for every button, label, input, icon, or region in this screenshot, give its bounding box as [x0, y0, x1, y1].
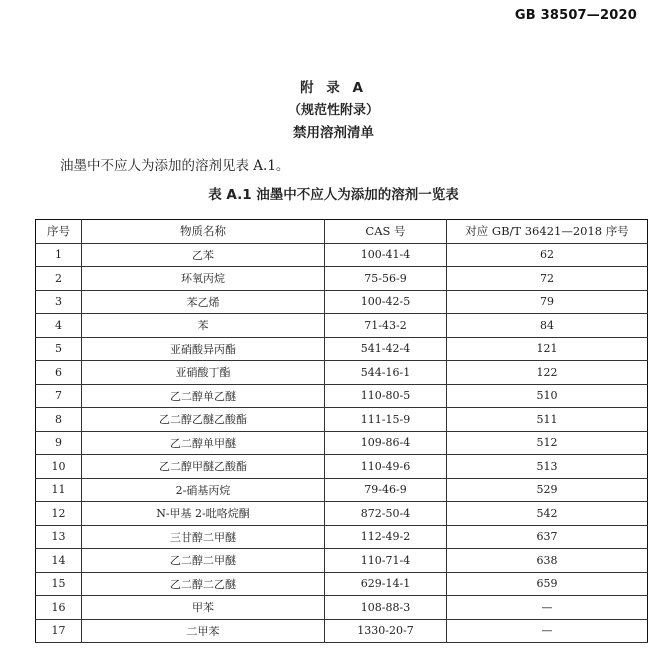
cell-cas-number: 75-56-9 [325, 267, 447, 291]
cell-substance-name: 2-硝基丙烷 [82, 478, 325, 502]
column-header-index: 序号 [36, 220, 82, 244]
table-row [36, 619, 648, 643]
cell-cas-number: 110-80-5 [325, 384, 447, 408]
cell-gbt-index: — [447, 619, 648, 643]
cell-gbt-index: 529 [447, 478, 648, 502]
cell-gbt-index: 513 [447, 455, 648, 479]
cell-index: 17 [36, 619, 82, 643]
cell-index: 9 [36, 431, 82, 455]
cell-substance-name: 乙苯 [82, 243, 325, 267]
cell-cas-number: 109-86-4 [325, 431, 447, 455]
cell-gbt-index: 62 [447, 243, 648, 267]
cell-index: 2 [36, 267, 82, 291]
cell-gbt-index: 510 [447, 384, 648, 408]
table-row [36, 290, 648, 314]
table-header-row [36, 220, 648, 244]
cell-gbt-index: 122 [447, 361, 648, 385]
table-caption: 表 A.1 油墨中不应人为添加的溶剂一览表 [208, 187, 459, 203]
cell-substance-name: 苯乙烯 [82, 290, 325, 314]
cell-index: 10 [36, 455, 82, 479]
cell-index: 11 [36, 478, 82, 502]
cell-index: 16 [36, 596, 82, 620]
column-header-substance: 物质名称 [82, 220, 325, 244]
column-header-gbt-index: 对应 GB/T 36421—2018 序号 [447, 220, 648, 244]
cell-index: 8 [36, 408, 82, 432]
cell-gbt-index: 512 [447, 431, 648, 455]
standard-code-text: GB 38507—2020 [514, 8, 637, 23]
cell-substance-name: 亚硝酸异丙酯 [82, 337, 325, 361]
cell-cas-number: 629-14-1 [325, 572, 447, 596]
cell-cas-number: 79-46-9 [325, 478, 447, 502]
table-row [36, 384, 648, 408]
cell-cas-number: 872-50-4 [325, 502, 447, 526]
cell-index: 5 [36, 337, 82, 361]
cell-index: 15 [36, 572, 82, 596]
cell-cas-number: 110-49-6 [325, 455, 447, 479]
cell-index: 3 [36, 290, 82, 314]
table-row [36, 478, 648, 502]
cell-cas-number: 110-71-4 [325, 549, 447, 573]
cell-gbt-index: 542 [447, 502, 648, 526]
cell-substance-name: 乙二醇二乙醚 [82, 572, 325, 596]
appendix-name: 禁用溶剂清单 [293, 125, 374, 141]
cell-gbt-index: 638 [447, 549, 648, 573]
cell-substance-name: 二甲苯 [82, 619, 325, 643]
cell-index: 12 [36, 502, 82, 526]
appendix-subtitle: （规范性附录） [287, 103, 379, 118]
cell-index: 7 [36, 384, 82, 408]
cell-substance-name: N-甲基 2-吡咯烷酮 [82, 502, 325, 526]
cell-cas-number: 541-42-4 [325, 337, 447, 361]
cell-substance-name: 甲苯 [82, 596, 325, 620]
cell-cas-number: 100-42-5 [325, 290, 447, 314]
cell-substance-name: 苯 [82, 314, 325, 338]
table-row [36, 596, 648, 620]
cell-substance-name: 乙二醇二甲醚 [82, 549, 325, 573]
cell-substance-name: 乙二醇单甲醚 [82, 431, 325, 455]
cell-cas-number: 71-43-2 [325, 314, 447, 338]
cell-gbt-index: 84 [447, 314, 648, 338]
table-row [36, 525, 648, 549]
cell-index: 6 [36, 361, 82, 385]
table-row [36, 408, 648, 432]
cell-cas-number: 1330-20-7 [325, 619, 447, 643]
cell-gbt-index: 637 [447, 525, 648, 549]
cell-index: 13 [36, 525, 82, 549]
column-header-cas: CAS 号 [325, 220, 447, 244]
cell-index: 14 [36, 549, 82, 573]
appendix-title: 附 录 A [300, 80, 367, 96]
cell-gbt-index: 121 [447, 337, 648, 361]
cell-substance-name: 乙二醇乙醚乙酸酯 [82, 408, 325, 432]
table-row [36, 455, 648, 479]
cell-cas-number: 112-49-2 [325, 525, 447, 549]
cell-cas-number: 544-16-1 [325, 361, 447, 385]
table-body [36, 243, 648, 643]
cell-gbt-index: — [447, 596, 648, 620]
table-row [36, 431, 648, 455]
cell-gbt-index: 79 [447, 290, 648, 314]
table-row [36, 243, 648, 267]
cell-gbt-index: 511 [447, 408, 648, 432]
cell-substance-name: 乙二醇单乙醚 [82, 384, 325, 408]
cell-gbt-index: 659 [447, 572, 648, 596]
cell-substance-name: 乙二醇甲醚乙酸酯 [82, 455, 325, 479]
table-row [36, 549, 648, 573]
cell-substance-name: 环氧丙烷 [82, 267, 325, 291]
table-row [36, 267, 648, 291]
cell-index: 4 [36, 314, 82, 338]
standard-code [515, 8, 637, 23]
table-row [36, 572, 648, 596]
cell-cas-number: 100-41-4 [325, 243, 447, 267]
table-row [36, 314, 648, 338]
table-row [36, 502, 648, 526]
cell-gbt-index: 72 [447, 267, 648, 291]
intro-paragraph: 油墨中不应人为添加的溶剂见表 A.1。 [60, 158, 290, 174]
solvent-table [35, 219, 648, 643]
cell-substance-name: 三甘醇二甲醚 [82, 525, 325, 549]
cell-substance-name: 亚硝酸丁酯 [82, 361, 325, 385]
cell-index: 1 [36, 243, 82, 267]
table-row [36, 361, 648, 385]
cell-cas-number: 111-15-9 [325, 408, 447, 432]
table-row [36, 337, 648, 361]
cell-cas-number: 108-88-3 [325, 596, 447, 620]
